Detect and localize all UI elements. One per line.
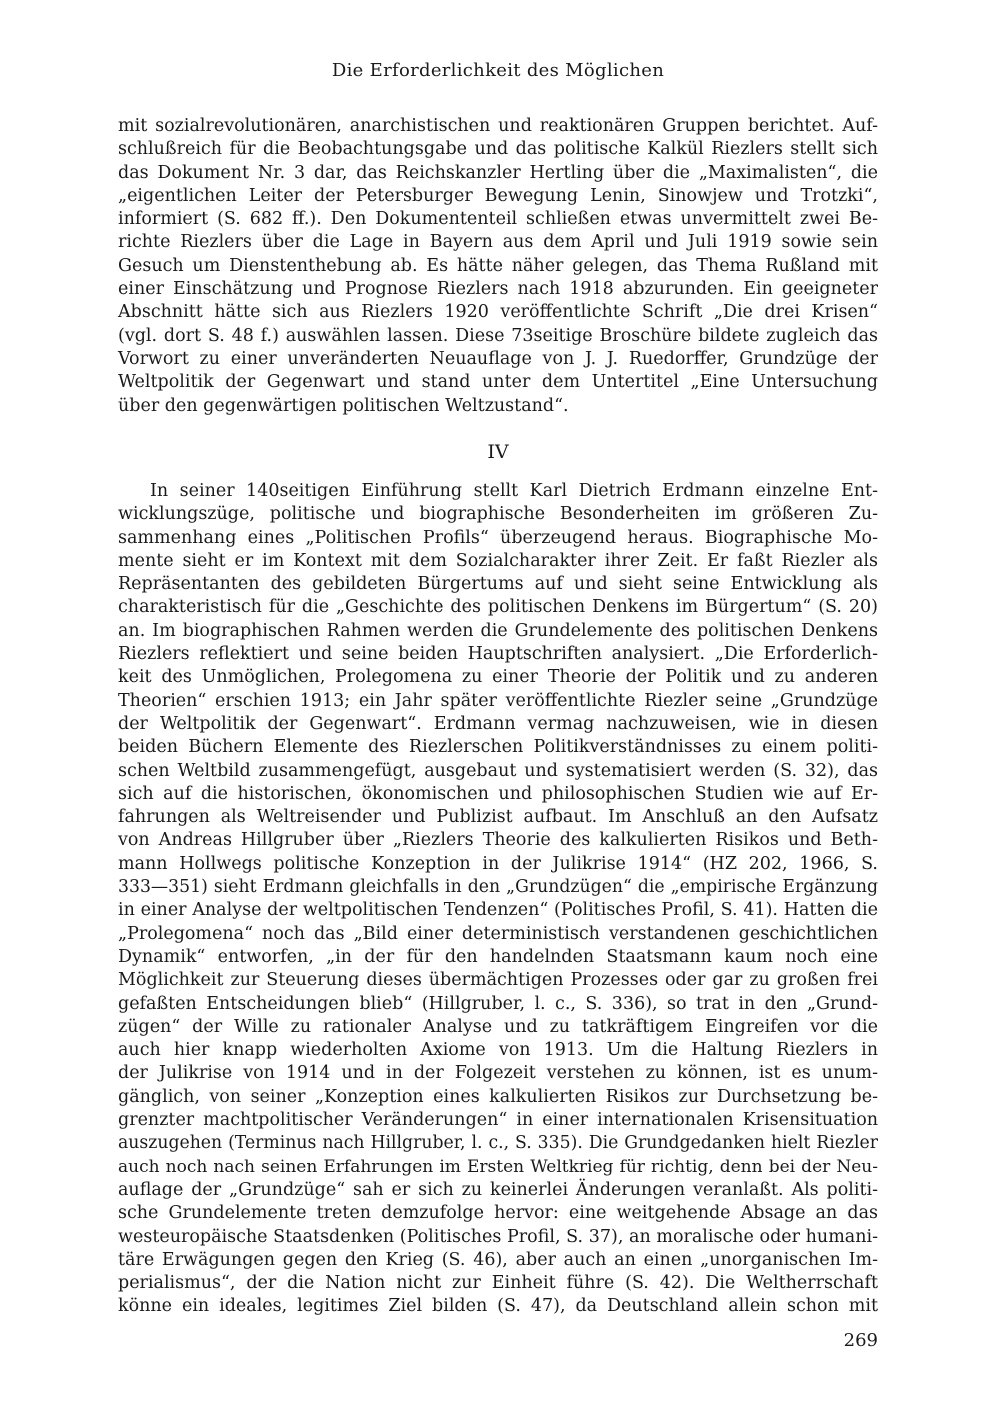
text-line: an. Im biographischen Rahmen werden die Grundelemente des politischen Denkens bbox=[118, 620, 878, 641]
text-line: auszugehen (Terminus nach Hillgruber, l. c., S. 335). Die Grundgedanken hielt Riezler bbox=[118, 1133, 878, 1154]
text-line: Theorien“ erschien 1913; ein Jahr später veröffentlichte Riezler seine „Grundzüge bbox=[118, 690, 878, 711]
text-line: täre Erwägungen gegen den Krieg (S. 46), aber auch an einen „unorganischen Im- bbox=[118, 1249, 878, 1270]
text-line: In seiner 140seitigen Einführung stellt Karl Dietrich Erdmann einzelne Ent- bbox=[150, 481, 878, 501]
page-number: 269 bbox=[843, 1330, 878, 1351]
text-line: mit sozialrevolutionären, anarchistischen und reaktionären Gruppen berichtet. Auf- bbox=[118, 116, 878, 136]
text-line: einer Einschätzung und Prognose Riezlers nach 1918 abzurunden. Ein geeigneter bbox=[118, 279, 878, 300]
text-line: gänglich, von seiner „Konzeption eines kalkulierten Risikos zur Durchsetzung be- bbox=[118, 1086, 878, 1107]
text-line: (vgl. dort S. 48 f.) auswählen lassen. Diese 73seitige Broschüre bildete zugleich das bbox=[118, 325, 878, 346]
running-head: Die Erforderlichkeit des Möglichen bbox=[331, 60, 665, 81]
text-line: sammenhang eines „Politischen Profils“ überzeugend heraus. Biographische Mo- bbox=[118, 527, 878, 548]
text-line: Vorwort zu einer unveränderten Neuauflage von J. J. Ruedorffer, Grundzüge der bbox=[118, 348, 878, 369]
text-line: Riezlers reflektiert und seine beiden Hauptschriften analysiert. „Die Erforderlich- bbox=[118, 644, 878, 665]
text-line: der Julikrise von 1914 und in der Folgezeit verstehen zu können, ist es unum- bbox=[118, 1063, 878, 1084]
text-line: schlußreich für die Beobachtungsgabe und das politische Kalkül Riezlers stellt sich bbox=[118, 139, 878, 160]
text-line: mente sieht er im Kontext mit dem Sozialcharakter ihrer Zeit. Er faßt Riezler als bbox=[118, 550, 878, 571]
text-line: charakteristisch für die „Geschichte des politischen Denkens im Bürgertum“ (S. 20) bbox=[118, 597, 878, 618]
text-line: „Prolegomena“ noch das „Bild einer deterministisch verstandenen geschichtlichen bbox=[118, 923, 878, 944]
text-line: gefaßten Entscheidungen blieb“ (Hillgruber, l. c., S. 336), so trat in den „Grund- bbox=[118, 993, 878, 1014]
text-line: von Andreas Hillgruber über „Riezlers Theorie des kalkulierten Risikos und Beth- bbox=[118, 830, 878, 851]
text-line: zügen“ der Wille zu rationaler Analyse und zu tatkräftigem Eingreifen vor die bbox=[118, 1016, 878, 1037]
text-line: könne ein ideales, legitimes Ziel bilden (S. 47), da Deutschland allein schon mit bbox=[118, 1296, 878, 1317]
text-line: auflage der „Grundzüge“ sah er sich zu keinerlei Änderungen veranlaßt. Als politi- bbox=[118, 1179, 878, 1200]
text-line: über den gegenwärtigen politischen Weltzustand“. bbox=[118, 395, 569, 416]
text-line: „eigentlichen Leiter der Petersburger Bewegung Lenin, Sinowjew und Trotzki“, bbox=[118, 185, 878, 206]
text-line: fahrungen als Weltreisender und Publizist aufbaut. Im Anschluß an den Aufsatz bbox=[118, 807, 878, 828]
text-line: sich auf die historischen, ökonomischen und philosophischen Studien wie auf Er- bbox=[118, 783, 878, 804]
text-line: der Weltpolitik der Gegenwart“. Erdmann vermag nachzuweisen, wie in diesen bbox=[118, 713, 878, 734]
text-line: 333—351) sieht Erdmann gleichfalls in den „Grundzügen“ die „empirische Ergänzung bbox=[118, 877, 878, 898]
text-line: perialismus“, der die Nation nicht zur Einheit führe (S. 42). Die Weltherrschaft bbox=[118, 1273, 878, 1294]
paragraph-1 bbox=[118, 115, 878, 418]
text-line: keit des Unmöglichen, Prolegomena zu einer Theorie der Politik und zu anderen bbox=[118, 667, 878, 688]
paragraph-2 bbox=[118, 480, 878, 1319]
text-line: Möglichkeit zur Steuerung dieses übermächtigen Prozesses oder gar zu großen frei bbox=[118, 970, 878, 991]
text-line: mann Hollwegs politische Konzeption in der Julikrise 1914“ (HZ 202, 1966, S. bbox=[118, 853, 878, 874]
text-line: schen Weltbild zusammengefügt, ausgebaut und systematisiert werden (S. 32), das bbox=[118, 760, 878, 781]
text-line: westeuropäische Staatsdenken (Politisches Profil, S. 37), an moralische oder humani- bbox=[118, 1226, 878, 1247]
text-line: wicklungszüge, politische und biographische Besonderheiten im größeren Zu- bbox=[118, 504, 878, 525]
text-line: Weltpolitik der Gegenwart und stand unter dem Untertitel „Eine Untersuchung bbox=[118, 372, 878, 393]
text-line: Abschnitt hätte sich aus Riezlers 1920 veröffentlichte Schrift „Die drei Krisen“ bbox=[118, 302, 878, 323]
section-heading: IV bbox=[487, 441, 509, 463]
text-line: sche Grundelemente treten demzufolge hervor: eine weitgehende Absage an das bbox=[118, 1203, 878, 1224]
text-line: Gesuch um Dienstenthebung ab. Es hätte näher gelegen, das Thema Rußland mit bbox=[118, 255, 878, 276]
text-line: grenzter machtpolitischer Veränderungen“ in einer internationalen Krisensituation bbox=[118, 1110, 878, 1131]
text-line: informiert (S. 682 ff.). Den Dokumententeil schließen etwas unvermittelt zwei Be- bbox=[118, 209, 878, 230]
text-line: in einer Analyse der weltpolitischen Tendenzen“ (Politisches Profil, S. 41). Hatten die bbox=[118, 900, 878, 921]
text-line: richte Riezlers über die Lage in Bayern aus dem April und Juli 1919 sowie sein bbox=[118, 232, 878, 253]
text-line: Repräsentanten des gebildeten Bürgertums auf und sieht seine Entwicklung als bbox=[118, 574, 878, 595]
text-line: auch hier knapp wiederholten Axiome von 1913. Um die Haltung Riezlers in bbox=[118, 1040, 878, 1061]
text-line: beiden Büchern Elemente des Riezlerschen Politikverständnisses zu einem politi- bbox=[118, 737, 878, 758]
text-line: Dynamik“ entworfen, „in der für den handelnden Staatsmann kaum noch eine bbox=[118, 946, 878, 967]
text-line: auch noch nach seinen Erfahrungen im Ersten Weltkrieg für richtig, denn bei der Neu- bbox=[118, 1156, 878, 1177]
text-line: das Dokument Nr. 3 dar, das Reichskanzler Hertling über die „Maximalisten“, die bbox=[118, 162, 878, 183]
